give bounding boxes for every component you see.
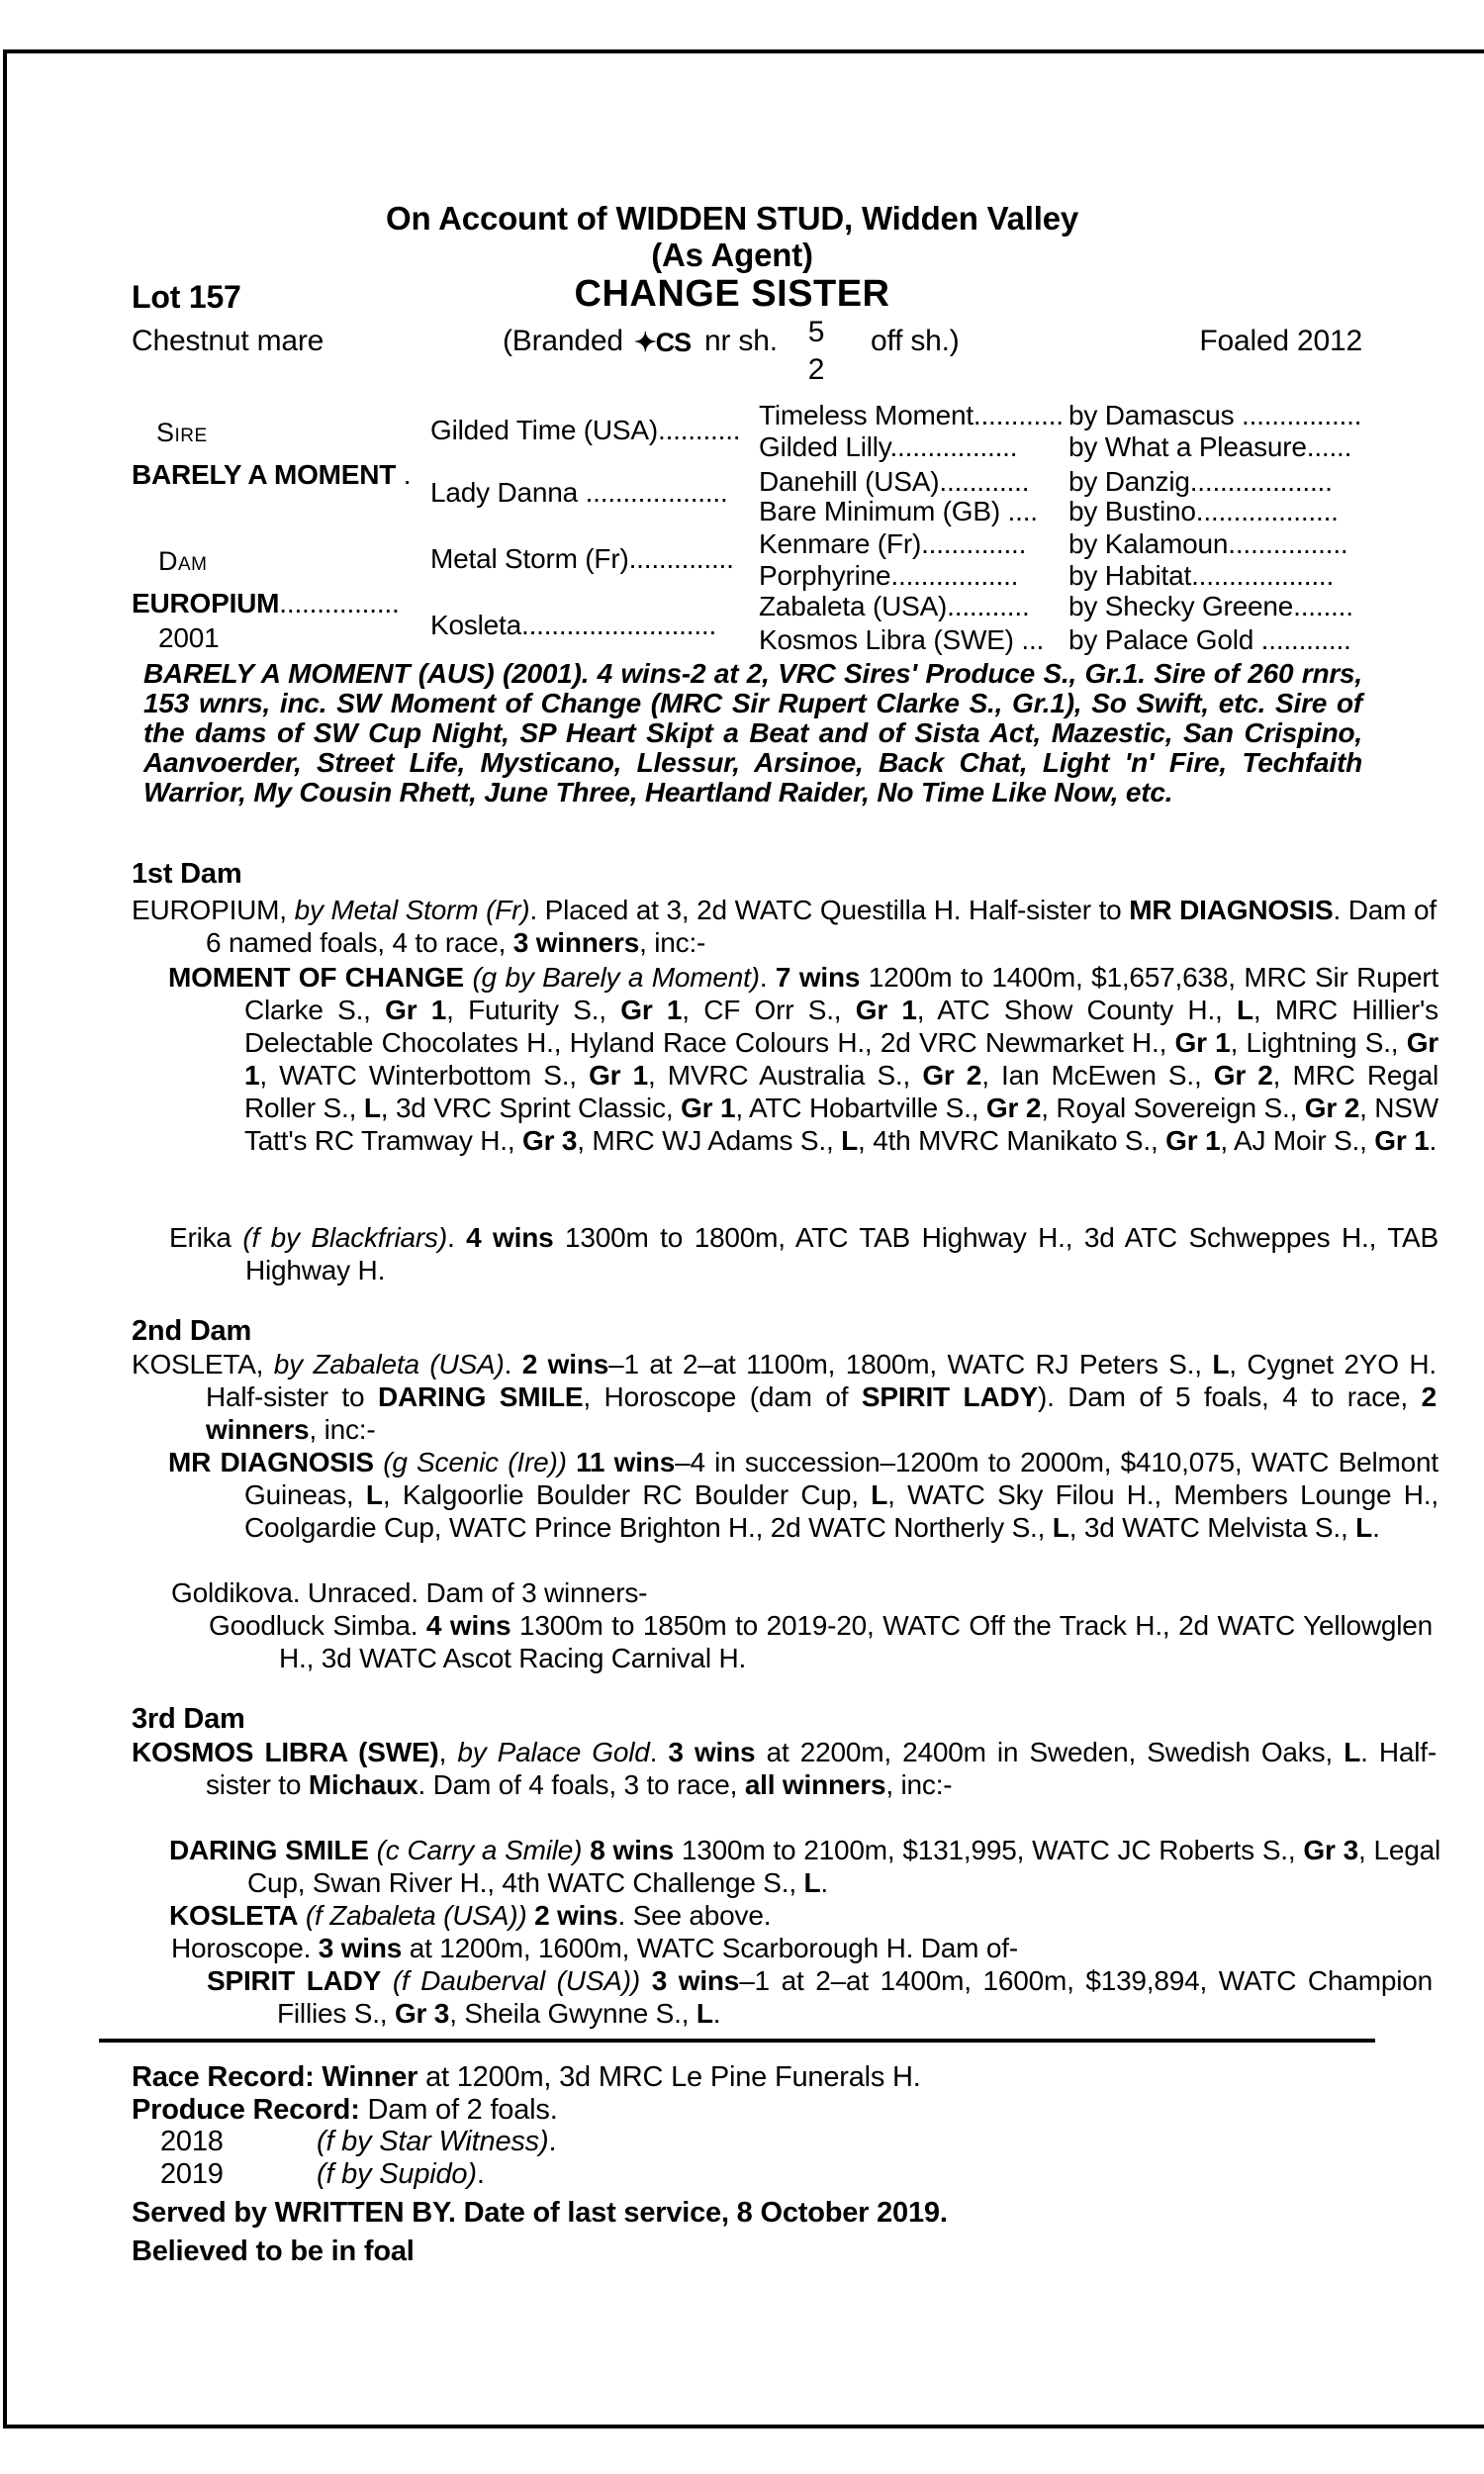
pedigree-grandparent-sire: by Danzig................... [1068, 466, 1333, 497]
para-horoscope: Horoscope. 3 wins at 1200m, 1600m, WATC Scarborough H. Dam of- [171, 1933, 1018, 1963]
pedigree-grandparent: Bare Minimum (GB) .... [759, 496, 1038, 526]
horse-name: CHANGE SISTER [574, 273, 890, 315]
para-kosleta-second: KOSLETA (f Zabaleta (USA)) 2 wins. See above. [169, 1900, 772, 1931]
para-spirit-lady: SPIRIT LADY (f Dauberval (USA)) 3 wins–1 at 2–at 1400m, 1600m, $139,894, WATC Champion Fillies S., Gr 3, Sheila Gwynne S., L. [207, 1965, 1433, 2029]
para-goodluck-simba: Goodluck Simba. 4 wins 1300m to 1850m to 2019-20, WATC Off the Track H., 2d WATC Yellowglen H., 3d WATC Ascot Racing Carnival H. [209, 1610, 1433, 1673]
pedigree-parent: Lady Danna ................... [430, 477, 728, 508]
pedigree-parent: Kosleta.......................... [430, 610, 717, 640]
pedigree-grandparent-sire: by Damascus ................ [1068, 400, 1362, 430]
pedigree-grandparent: Zabaleta (USA)........... [759, 591, 1030, 621]
para-europium: EUROPIUM, by Metal Storm (Fr). Placed at 3, 2d WATC Questilla H. Half-sister to MR DIAGNOSIS. Dam of 6 named foals, 4 to race, 3 winners, inc:- [132, 895, 1437, 958]
heading-first-dam: 1st Dam [132, 858, 242, 890]
pedigree-grandparent-sire: by What a Pleasure...... [1068, 431, 1352, 462]
foal-desc: (f by Supido). [317, 2158, 485, 2190]
pedigree-grandparent-sire: by Shecky Greene........ [1068, 591, 1353, 621]
brand-number [796, 314, 836, 389]
dam-year: 2001 [158, 622, 220, 653]
pedigree-grandparent: Porphyrine................. [759, 560, 1019, 591]
served-by-line: Served by WRITTEN BY. Date of last service, 8 October 2019. [132, 2197, 948, 2229]
foal-year: 2019 [160, 2158, 224, 2190]
brand-number-top: 5 [807, 316, 825, 348]
brand-off-shoulder: off sh.) [871, 325, 960, 357]
dam-name: EUROPIUM................ [132, 588, 400, 618]
dam-label: Dam [158, 546, 208, 576]
pedigree-parent: Gilded Time (USA)........... [430, 415, 741, 445]
pedigree-parent: Metal Storm (Fr).............. [430, 543, 734, 574]
para-daring-smile: DARING SMILE (c Carry a Smile) 8 wins 1300m to 2100m, $131,995, WATC JC Roberts S., Gr 3, Legal Cup, Swan River H., 4th WATC Challenge S., L. [169, 1835, 1440, 1898]
pedigree-grandparent-sire: by Habitat................... [1068, 560, 1335, 591]
para-goldikova: Goldikova. Unraced. Dam of 3 winners- [171, 1577, 648, 1608]
pedigree-grandparent-sire: by Kalamoun................ [1068, 528, 1348, 559]
para-mr-diagnosis: MR DIAGNOSIS (g Scenic (Ire)) 11 wins–4 in succession–1200m to 2000m, $410,075, WATC Belmont Guineas, L, Kalgoorlie Boulder RC Boulder Cup, L, WATC Sky Filou H., Members Lounge H., Coolgardie Cup, WATC Prince Brighton H., 2d WATC Northerly S., L, 3d WATC Melvista S., L. [168, 1447, 1438, 1543]
separator-line [99, 2039, 1375, 2043]
pedigree-grandparent: Kenmare (Fr).............. [759, 528, 1027, 559]
pedigree-grandparent: Gilded Lilly................. [759, 431, 1018, 462]
heading-third-dam: 3rd Dam [132, 1703, 245, 1735]
para-kosleta: KOSLETA, by Zabaleta (USA). 2 wins–1 at 2–at 1100m, 1800m, WATC RJ Peters S., L, Cygnet 2YO H. Half-sister to DARING SMILE, Horoscope (dam of SPIRIT LADY). Dam of 5 foals, 4 to race, 2 winners, inc:- [132, 1349, 1437, 1445]
foaled-year: Foaled 2012 [1199, 325, 1362, 357]
brand-mark-icon: ✦CS [634, 328, 692, 357]
consignor-line-2: (As Agent) [651, 237, 813, 273]
sire-label: Sire [156, 418, 208, 447]
heading-second-dam: 2nd Dam [132, 1315, 252, 1347]
lot-number: Lot 157 [132, 279, 241, 315]
sire-summary: BARELY A MOMENT (AUS) (2001). 4 wins-2 at 2, VRC Sires' Produce S., Gr.1. Sire of 260 rnrs, 153 wnrs, inc. SW Moment of Change (MRC Sir Rupert Clarke S., Gr.1), So Swift, etc. Sire of the dams of SW Cup Night, SP Heart Skipt a Beat and of Sista Act, Mazestic, San Crispino, Aanvoerder, Street Life, Mysticano, Llessur, Arsinoe, Back Chat, Light 'n' Fire, Techfaith Warrior, My Cousin Rhett, June Three, Heartland Raider, No Time Like Now, etc. [143, 658, 1362, 808]
para-kosmos-libra: KOSMOS LIBRA (SWE), by Palace Gold. 3 wins at 2200m, 2400m in Sweden, Swedish Oaks, L. Half-sister to Michaux. Dam of 4 foals, 3 to race, all winners, inc:- [132, 1737, 1437, 1800]
pedigree-grandparent-sire: by Palace Gold ............ [1068, 624, 1351, 655]
believed-in-foal-line: Believed to be in foal [132, 2236, 415, 2267]
pedigree-grandparent: Kosmos Libra (SWE) ... [759, 624, 1045, 655]
brand-near-shoulder: nr sh. [704, 325, 778, 357]
pedigree-grandparent: Timeless Moment............ [759, 400, 1064, 430]
produce-record: Produce Record: Dam of 2 foals. [132, 2094, 558, 2126]
race-record: Race Record: Winner at 1200m, 3d MRC Le Pine Funerals H. [132, 2061, 921, 2093]
sire-name: BARELY A MOMENT . [132, 459, 412, 490]
pedigree-grandparent-sire: by Bustino................... [1068, 496, 1339, 526]
para-erika: Erika (f by Blackfriars). 4 wins 1300m to 1800m, ATC TAB Highway H., 3d ATC Schweppes H., TAB Highway H. [169, 1222, 1438, 1285]
branded-prefix: (Branded [503, 325, 623, 357]
para-moment-of-change: MOMENT OF CHANGE (g by Barely a Moment). 7 wins 1200m to 1400m, $1,657,638, MRC Sir Rupert Clarke S., Gr 1, Futurity S., Gr 1, CF Orr S., Gr 1, ATC Show County H., L, MRC Hillier's Delectable Chocolates H., Hyland Race Colours H., 2d VRC Newmarket H., Gr 1, Lightning S., Gr 1, WATC Winterbottom S., Gr 1, MVRC Australia S., Gr 2, Ian McEwen S., Gr 2, MRC Regal Roller S., L, 3d VRC Sprint Classic, Gr 1, ATC Hobartville S., Gr 2, Royal Sovereign S., Gr 2, NSW Tatt's RC Tramway H., Gr 3, MRC WJ Adams S., L, 4th MVRC Manikato S., Gr 1, AJ Moir S., Gr 1. [168, 962, 1439, 1156]
foal-year: 2018 [160, 2126, 224, 2157]
colour-sex: Chestnut mare [132, 325, 325, 357]
brand-number-bottom: 2 [807, 353, 825, 386]
foal-desc: (f by Star Witness). [317, 2126, 557, 2157]
consignor-line-1: On Account of WIDDEN STUD, Widden Valley [385, 200, 1079, 237]
pedigree-grandparent: Danehill (USA)............ [759, 466, 1030, 497]
